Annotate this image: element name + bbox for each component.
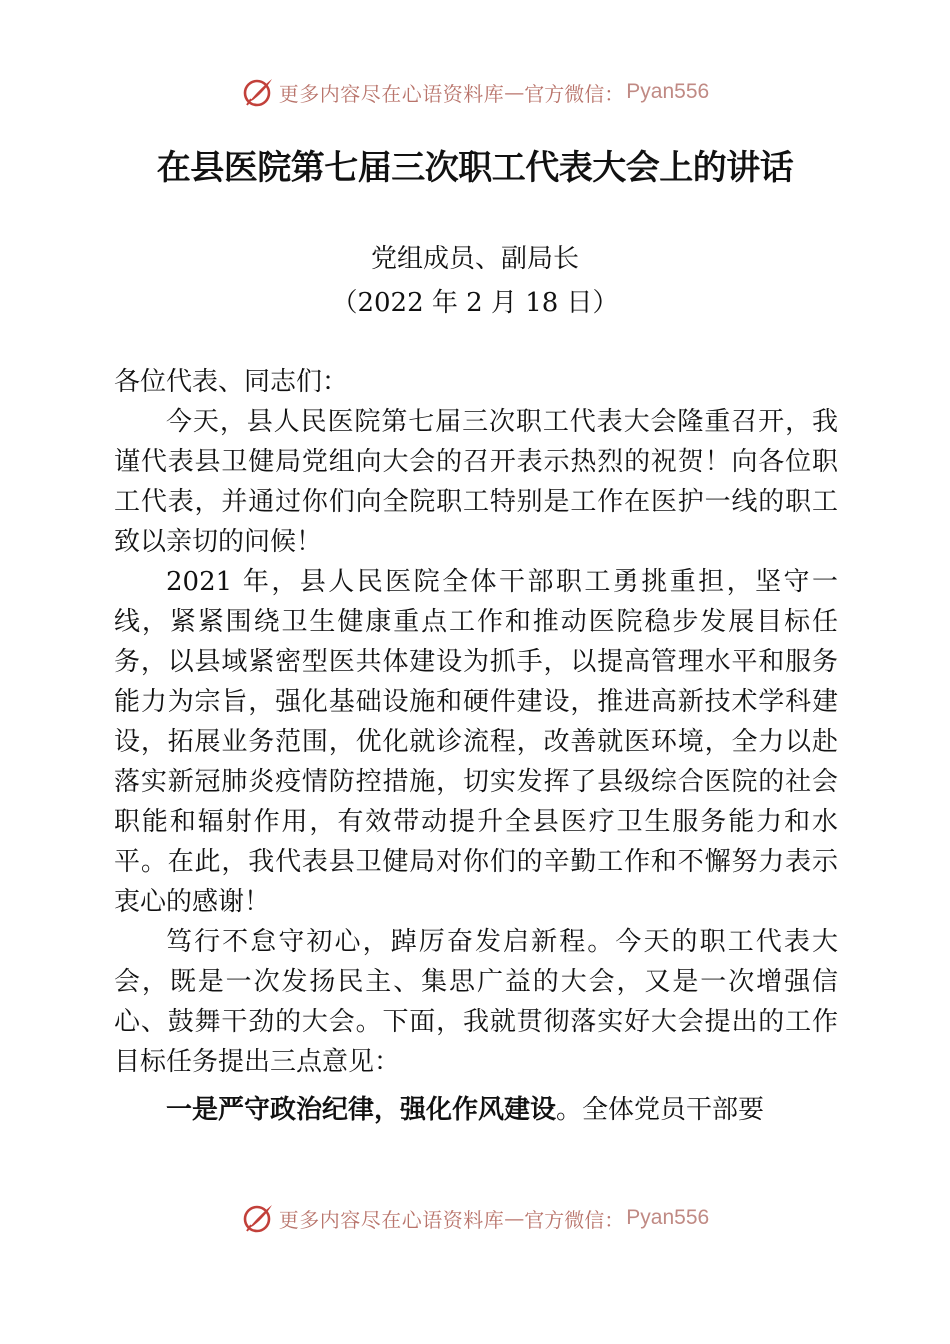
paragraph-greeting: 今天，县人民医院第七届三次职工代表大会隆重召开，我谨代表县卫健局党组向大会的召开表示热烈的祝贺！向各位职工代表，并通过你们向全院职工特别是工作在医护一线的职工致以亲切的问候！ [114,407,838,557]
point-one-text: 。全体党员干部要 [556,1095,765,1125]
document-body [114,362,838,1130]
paragraph-review-2021: 2021 年，县人民医院全体干部职工勇挑重担，坚守一线，紧紧围绕卫生健康重点工作和推动医院稳步发展目标任务，以县域紧密型医共体建设为抓手，以提高管理水平和服务能力为宗旨，强化基础设施和硬件建设，推进高新技术学科建设，拓展业务范围，优化就诊流程，改善就医环境，全力以赴落实新冠肺炎疫情防控措施，切实发挥了县级综合医院的社会职能和辐射作用，有效带动提升全县医疗卫生服务能力和水平。在此，我代表县卫健局对你们的辛勤工作和不懈努力表示衷心的感谢！ [114,567,838,917]
watermark-wechat-id: Pyan556 [626,1206,710,1229]
speaker-position: 党组成员、副局长 [370,244,579,274]
document-title: 在县医院第七届三次职工代表大会上的讲话 [156,148,794,188]
paragraph-point-one [114,1090,838,1130]
watermark-wechat-label: 官方微信： [524,81,625,106]
point-one-heading: 一是严守政治纪律，强化作风建设 [166,1095,557,1125]
watermark-banner-bottom [0,1198,950,1238]
quill-logo-icon [241,1201,275,1235]
watermark-banner-top [0,72,950,112]
watermark-text: 更多内容尽在心语资料库 [278,1207,505,1232]
speech-date: （2022 年 2 月 18 日） [331,288,619,318]
paragraph-introduction: 笃行不怠守初心，踔厉奋发启新程。今天的职工代表大会，既是一次发扬民主、集思广益的大会，又是一次增强信心、鼓舞干劲的大会。下面，我就贯彻落实好大会提出的工作目标任务提出三点意见： [114,927,838,1077]
quill-logo-icon [241,75,275,109]
watermark-separator: — [504,80,525,104]
watermark-text: 更多内容尽在心语资料库 [278,81,505,106]
watermark-wechat-id: Pyan556 [626,80,710,103]
salutation: 各位代表、同志们： [114,367,349,397]
watermark-wechat-label: 官方微信： [524,1207,625,1232]
watermark-separator: — [504,1206,525,1230]
